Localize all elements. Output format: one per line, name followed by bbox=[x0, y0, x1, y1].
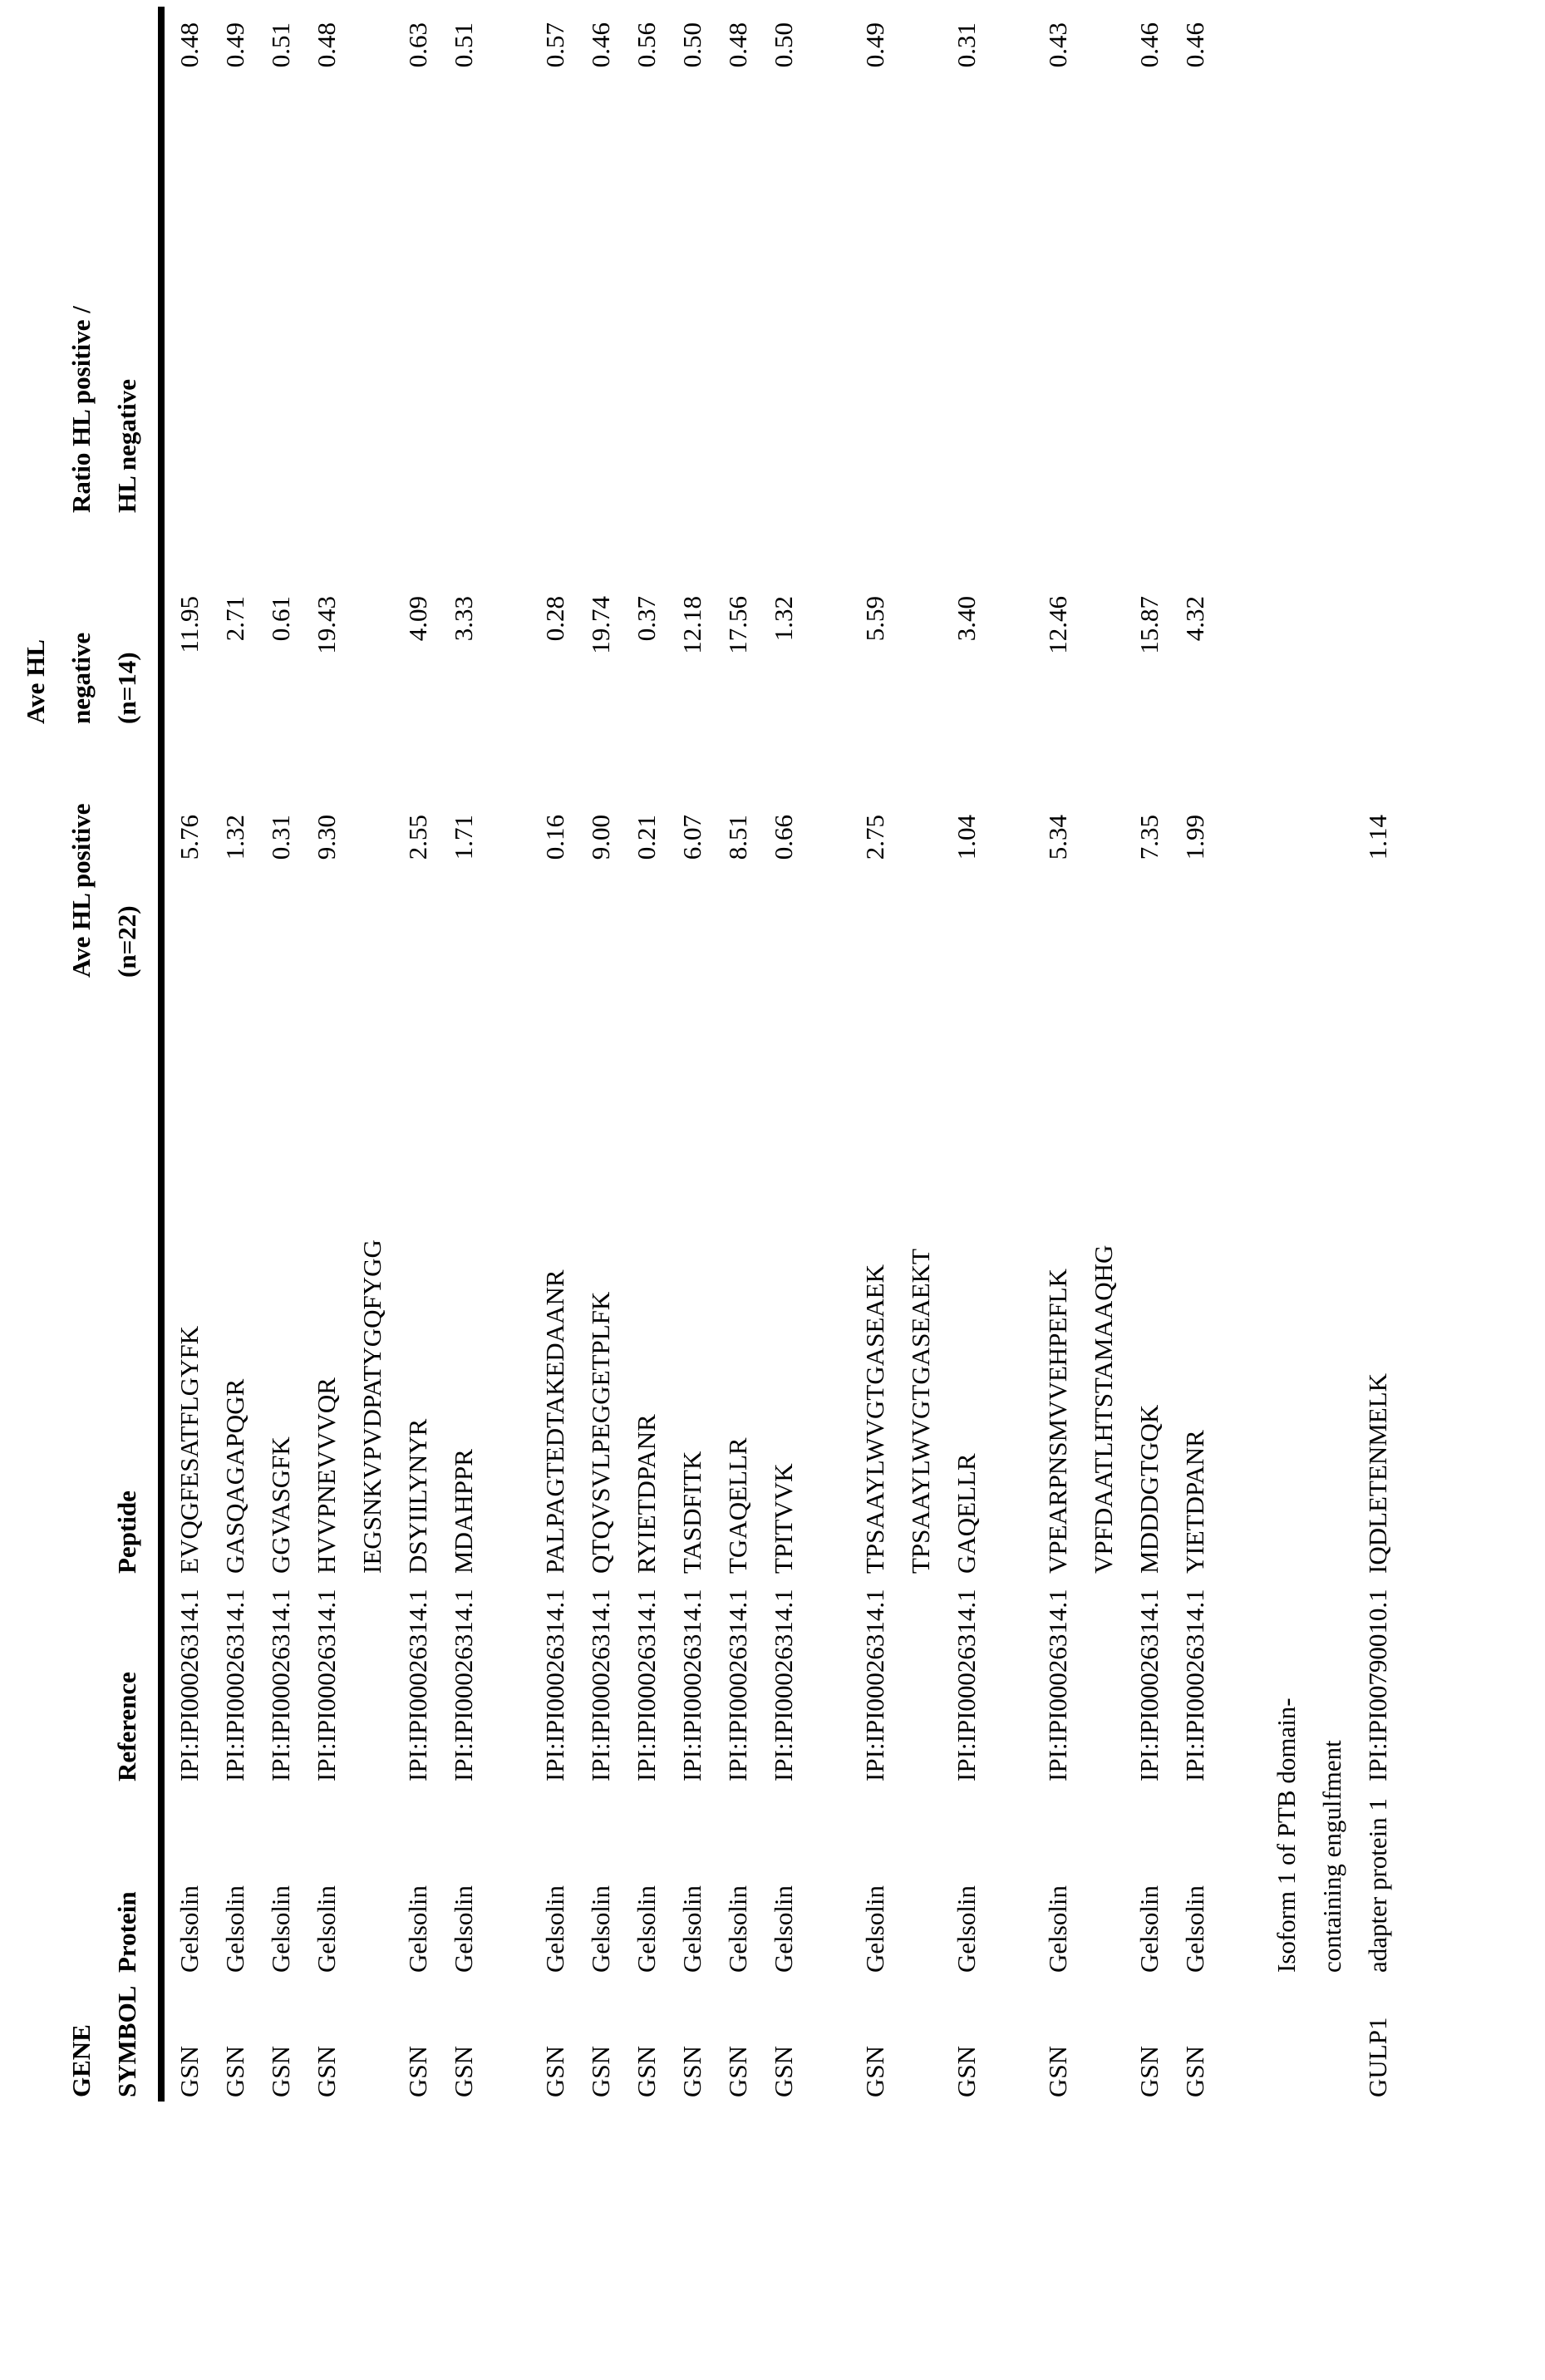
cell-line: Gelsolin bbox=[760, 1790, 806, 1973]
table-row bbox=[1263, 0, 1400, 2380]
table-row bbox=[852, 0, 898, 2380]
cell-line: Gelsolin bbox=[440, 1790, 486, 1973]
cell-gene bbox=[578, 1981, 623, 2097]
cell-line: MDAHPPR bbox=[440, 992, 486, 1574]
cell-reference bbox=[669, 1582, 715, 1781]
cell-reference bbox=[760, 1582, 806, 1781]
cell-line: IPI:IPI00026314.1 bbox=[303, 1582, 349, 1781]
table-row bbox=[440, 0, 486, 2380]
cell-gene bbox=[440, 1981, 486, 2097]
cell-gene bbox=[1080, 1981, 1172, 2097]
cell-gene bbox=[258, 1981, 303, 2097]
cell-peptide bbox=[212, 992, 258, 1574]
cell-ratio bbox=[760, 22, 806, 189]
cell-gene bbox=[532, 1981, 578, 2097]
cell-reference bbox=[623, 1582, 669, 1781]
header-protein: Protein bbox=[104, 1891, 150, 1973]
cell-line: GSN bbox=[943, 1981, 989, 2097]
cell-line: GSN bbox=[166, 1981, 212, 2097]
cell-line: GGVASGFK bbox=[258, 992, 303, 1574]
cell-line: 1.04 bbox=[943, 815, 989, 981]
cell-line: IPI:IPI00026314.1 bbox=[669, 1582, 715, 1781]
cell-line: GSN bbox=[623, 1981, 669, 2097]
cell-peptide bbox=[303, 992, 349, 1574]
cell-line: MDDDGTGQK bbox=[1126, 992, 1172, 1574]
cell-ave-neg bbox=[1172, 596, 1218, 762]
cell-ave-pos bbox=[303, 815, 349, 981]
cell-ave-neg bbox=[852, 596, 898, 762]
cell-line: 12.18 bbox=[669, 596, 715, 762]
cell-line: PALPAGTEDTAKEDAANR bbox=[532, 992, 578, 1574]
cell-ave-neg bbox=[669, 596, 715, 762]
cell-line: 0.50 bbox=[760, 22, 806, 189]
cell-line: Gelsolin bbox=[943, 1790, 989, 1973]
table-row bbox=[258, 0, 303, 2380]
cell-line: 0.31 bbox=[943, 22, 989, 189]
cell-line bbox=[1355, 596, 1400, 762]
cell-line: Gelsolin bbox=[715, 1790, 760, 1973]
cell-ave-pos bbox=[1035, 815, 1080, 981]
cell-ratio bbox=[166, 22, 212, 189]
cell-protein bbox=[760, 1790, 806, 1973]
cell-line: 4.09 bbox=[395, 596, 440, 762]
header-reference: Reference bbox=[104, 1672, 150, 1781]
cell-line: IPI:IPI00026314.1 bbox=[943, 1582, 989, 1781]
cell-line: IEGSNKVPVDPATYGQFYGG bbox=[349, 992, 395, 1574]
cell-ratio bbox=[303, 22, 349, 189]
cell-line: TASDFITK bbox=[669, 992, 715, 1574]
table-row bbox=[898, 0, 989, 2380]
cell-line: IPI:IPI00026314.1 bbox=[623, 1582, 669, 1781]
cell-line: IPI:IPI00026314.1 bbox=[578, 1582, 623, 1781]
cell-protein bbox=[532, 1790, 578, 1973]
cell-line: 2.55 bbox=[395, 815, 440, 981]
table-row bbox=[623, 0, 669, 2380]
cell-ratio bbox=[532, 22, 578, 189]
cell-line: Gelsolin bbox=[1126, 1790, 1172, 1973]
cell-line: 2.71 bbox=[212, 596, 258, 762]
cell-ave-neg bbox=[440, 596, 486, 762]
cell-ave-neg bbox=[1080, 596, 1172, 762]
cell-line: IPI:IPI00026314.1 bbox=[1172, 1582, 1218, 1781]
cell-line: 0.31 bbox=[258, 815, 303, 981]
cell-line: 11.95 bbox=[166, 596, 212, 762]
cell-protein bbox=[623, 1790, 669, 1973]
cell-protein bbox=[258, 1790, 303, 1973]
cell-protein bbox=[715, 1790, 760, 1973]
cell-line: 1.99 bbox=[1172, 815, 1218, 981]
cell-line: 0.61 bbox=[258, 596, 303, 762]
cell-ratio bbox=[212, 22, 258, 189]
table-row bbox=[166, 0, 212, 2380]
cell-ave-neg bbox=[166, 596, 212, 762]
cell-gene bbox=[760, 1981, 806, 2097]
cell-line: 0.37 bbox=[623, 596, 669, 762]
header-ave-neg-line3: (n=14) bbox=[104, 652, 150, 724]
cell-line: Gelsolin bbox=[212, 1790, 258, 1973]
cell-protein bbox=[440, 1790, 486, 1973]
header-ave-pos-line1: Ave HL positive bbox=[58, 803, 104, 978]
table-row bbox=[1080, 0, 1172, 2380]
cell-ratio bbox=[1080, 22, 1172, 189]
cell-line: GSN bbox=[532, 1981, 578, 2097]
cell-line: 8.51 bbox=[715, 815, 760, 981]
cell-reference bbox=[852, 1582, 898, 1781]
cell-line: 5.76 bbox=[166, 815, 212, 981]
cell-ratio bbox=[715, 22, 760, 189]
cell-line: GSN bbox=[440, 1981, 486, 2097]
cell-line: 0.46 bbox=[578, 22, 623, 189]
cell-protein bbox=[852, 1790, 898, 1973]
cell-line: GSN bbox=[578, 1981, 623, 2097]
cell-protein bbox=[166, 1790, 212, 1973]
cell-line: IPI:IPI00026314.1 bbox=[760, 1582, 806, 1781]
header-gene-symbol-line1: GENE bbox=[58, 2024, 104, 2097]
cell-gene bbox=[1263, 1981, 1400, 2097]
cell-line: 17.56 bbox=[715, 596, 760, 762]
rotated-table bbox=[0, 0, 1545, 2380]
cell-peptide bbox=[1263, 992, 1400, 1574]
cell-peptide bbox=[669, 992, 715, 1574]
cell-ratio bbox=[349, 22, 440, 189]
cell-ave-neg bbox=[1035, 596, 1080, 762]
header-ratio-line1: Ratio HL positive / bbox=[58, 306, 104, 513]
cell-reference bbox=[532, 1582, 578, 1781]
cell-ratio bbox=[578, 22, 623, 189]
cell-line: 7.35 bbox=[1126, 815, 1172, 981]
cell-gene bbox=[212, 1981, 258, 2097]
cell-peptide bbox=[578, 992, 623, 1574]
cell-ave-neg bbox=[349, 596, 440, 762]
cell-line: adapter protein 1 bbox=[1355, 1790, 1400, 1973]
cell-line: 12.46 bbox=[1035, 596, 1080, 762]
cell-line: TPITVVK bbox=[760, 992, 806, 1574]
cell-protein bbox=[578, 1790, 623, 1973]
cell-protein bbox=[1080, 1790, 1172, 1973]
cell-line: Gelsolin bbox=[303, 1790, 349, 1973]
cell-ave-pos bbox=[349, 815, 440, 981]
cell-ave-neg bbox=[715, 596, 760, 762]
cell-line: 0.51 bbox=[440, 22, 486, 189]
cell-ave-neg bbox=[258, 596, 303, 762]
cell-reference bbox=[715, 1582, 760, 1781]
table-row bbox=[303, 0, 349, 2380]
cell-protein bbox=[212, 1790, 258, 1973]
cell-line: Gelsolin bbox=[1172, 1790, 1218, 1973]
cell-line: 0.49 bbox=[852, 22, 898, 189]
cell-line: VPFDAATLHTSTAMAAQHG bbox=[1080, 992, 1126, 1574]
cell-ratio bbox=[440, 22, 486, 189]
cell-line: 19.43 bbox=[303, 596, 349, 762]
cell-line: GSN bbox=[852, 1981, 898, 2097]
cell-line: IPI:IPI00026314.1 bbox=[1126, 1582, 1172, 1781]
cell-ratio bbox=[669, 22, 715, 189]
cell-reference bbox=[166, 1582, 212, 1781]
cell-line: IPI:IPI00790010.1 bbox=[1355, 1582, 1400, 1781]
cell-line: TGAQELLR bbox=[715, 992, 760, 1574]
cell-gene bbox=[166, 1981, 212, 2097]
cell-line: 3.33 bbox=[440, 596, 486, 762]
cell-gene bbox=[303, 1981, 349, 2097]
cell-gene bbox=[623, 1981, 669, 2097]
header-ave-pos-line2: (n=22) bbox=[104, 905, 150, 978]
cell-ave-neg bbox=[760, 596, 806, 762]
cell-line: 3.40 bbox=[943, 596, 989, 762]
cell-line: HVVPNEVVVQR bbox=[303, 992, 349, 1574]
cell-reference bbox=[440, 1582, 486, 1781]
cell-ave-pos bbox=[852, 815, 898, 981]
cell-ave-neg bbox=[898, 596, 989, 762]
cell-reference bbox=[1080, 1582, 1172, 1781]
header-ratio-line2: HL negative bbox=[104, 379, 150, 513]
cell-gene bbox=[1172, 1981, 1218, 2097]
cell-ave-pos bbox=[578, 815, 623, 981]
table-row bbox=[715, 0, 760, 2380]
cell-peptide bbox=[532, 992, 578, 1574]
cell-line: 0.66 bbox=[760, 815, 806, 981]
cell-line: DSYIILYNYR bbox=[395, 992, 440, 1574]
cell-line: IPI:IPI00026314.1 bbox=[440, 1582, 486, 1781]
cell-line: 0.46 bbox=[1172, 22, 1218, 189]
cell-line: 0.43 bbox=[1035, 22, 1080, 189]
cell-ave-pos bbox=[1263, 815, 1400, 981]
cell-ratio bbox=[1263, 22, 1400, 189]
cell-reference bbox=[1035, 1582, 1080, 1781]
cell-reference bbox=[258, 1582, 303, 1781]
cell-peptide bbox=[1035, 992, 1080, 1574]
cell-protein bbox=[349, 1790, 440, 1973]
table-row bbox=[212, 0, 258, 2380]
cell-line: 2.75 bbox=[852, 815, 898, 981]
cell-ratio bbox=[1035, 22, 1080, 189]
cell-reference bbox=[349, 1582, 440, 1781]
cell-peptide bbox=[440, 992, 486, 1574]
cell-peptide bbox=[1172, 992, 1218, 1574]
cell-gene bbox=[852, 1981, 898, 2097]
cell-protein bbox=[1172, 1790, 1218, 1973]
cell-ave-neg bbox=[578, 596, 623, 762]
cell-line: 1.71 bbox=[440, 815, 486, 981]
cell-line: IPI:IPI00026314.1 bbox=[852, 1582, 898, 1781]
cell-line: Gelsolin bbox=[258, 1790, 303, 1973]
cell-line: 0.50 bbox=[669, 22, 715, 189]
cell-ratio bbox=[1172, 22, 1218, 189]
header-gene-symbol-line2: SYMBOL bbox=[104, 1986, 150, 2097]
cell-line: QTQVSVLPEGGETPLFK bbox=[578, 992, 623, 1574]
cell-line: Gelsolin bbox=[395, 1790, 440, 1973]
cell-gene bbox=[669, 1981, 715, 2097]
cell-ave-pos bbox=[440, 815, 486, 981]
cell-line: VPEARPNSMVVEHPEFLK bbox=[1035, 992, 1080, 1574]
cell-ratio bbox=[898, 22, 989, 189]
cell-line: Gelsolin bbox=[623, 1790, 669, 1973]
cell-gene bbox=[1035, 1981, 1080, 2097]
cell-ave-pos bbox=[532, 815, 578, 981]
cell-line: 9.00 bbox=[578, 815, 623, 981]
cell-protein bbox=[1263, 1790, 1400, 1973]
cell-reference bbox=[898, 1582, 989, 1781]
cell-line: Isoform 1 of PTB domain- bbox=[1263, 1790, 1309, 1973]
cell-peptide bbox=[898, 992, 989, 1574]
cell-peptide bbox=[623, 992, 669, 1574]
cell-line: 19.74 bbox=[578, 596, 623, 762]
header-ave-neg-line2: negative bbox=[58, 633, 104, 724]
cell-peptide bbox=[166, 992, 212, 1574]
cell-line: IPI:IPI00026314.1 bbox=[212, 1582, 258, 1781]
cell-line: IPI:IPI00026314.1 bbox=[715, 1582, 760, 1781]
header-rule bbox=[158, 7, 165, 2102]
cell-ave-neg bbox=[1263, 596, 1400, 762]
cell-ratio bbox=[852, 22, 898, 189]
cell-line: Gelsolin bbox=[166, 1790, 212, 1973]
cell-ave-pos bbox=[760, 815, 806, 981]
table-row bbox=[532, 0, 578, 2380]
cell-line: Gelsolin bbox=[1035, 1790, 1080, 1973]
cell-line: 0.56 bbox=[623, 22, 669, 189]
cell-peptide bbox=[715, 992, 760, 1574]
cell-ave-pos bbox=[1172, 815, 1218, 981]
table-row bbox=[578, 0, 623, 2380]
cell-line: GSN bbox=[715, 1981, 760, 2097]
cell-line: containing engulfment bbox=[1309, 1790, 1355, 1973]
cell-line: 4.32 bbox=[1172, 596, 1218, 762]
cell-line: 15.87 bbox=[1126, 596, 1172, 762]
cell-line: GASQAGAPQGR bbox=[212, 992, 258, 1574]
cell-line: GAQELLR bbox=[943, 992, 989, 1574]
cell-line: 0.49 bbox=[212, 22, 258, 189]
cell-peptide bbox=[258, 992, 303, 1574]
cell-line: 0.16 bbox=[532, 815, 578, 981]
cell-protein bbox=[898, 1790, 989, 1973]
cell-ave-pos bbox=[212, 815, 258, 981]
cell-line: IPI:IPI00026314.1 bbox=[1035, 1582, 1080, 1781]
cell-line: GULP1 bbox=[1355, 1981, 1400, 2097]
cell-line: Gelsolin bbox=[852, 1790, 898, 1973]
table-row bbox=[349, 0, 440, 2380]
cell-line: 5.34 bbox=[1035, 815, 1080, 981]
cell-ave-pos bbox=[623, 815, 669, 981]
cell-line: 0.63 bbox=[395, 22, 440, 189]
cell-line: 1.32 bbox=[760, 596, 806, 762]
cell-line: 0.21 bbox=[623, 815, 669, 981]
cell-ave-pos bbox=[715, 815, 760, 981]
cell-ave-pos bbox=[669, 815, 715, 981]
cell-ave-neg bbox=[623, 596, 669, 762]
cell-line: Gelsolin bbox=[669, 1790, 715, 1973]
cell-gene bbox=[349, 1981, 440, 2097]
cell-line: 0.46 bbox=[1126, 22, 1172, 189]
cell-line: IPI:IPI00026314.1 bbox=[258, 1582, 303, 1781]
cell-ratio bbox=[258, 22, 303, 189]
cell-line: GSN bbox=[1126, 1981, 1172, 2097]
cell-line: TPSAAYLWVGTGASEAEKT bbox=[898, 992, 943, 1574]
cell-line: 9.30 bbox=[303, 815, 349, 981]
cell-line: 0.51 bbox=[258, 22, 303, 189]
cell-line: 0.48 bbox=[303, 22, 349, 189]
cell-reference bbox=[303, 1582, 349, 1781]
cell-protein bbox=[669, 1790, 715, 1973]
cell-line: GSN bbox=[212, 1981, 258, 2097]
cell-line: Gelsolin bbox=[532, 1790, 578, 1973]
cell-line: TPSAAYLWVGTGASEAEK bbox=[852, 992, 898, 1574]
cell-line: 0.28 bbox=[532, 596, 578, 762]
cell-line: 0.48 bbox=[715, 22, 760, 189]
cell-line: Gelsolin bbox=[578, 1790, 623, 1973]
cell-line: GSN bbox=[1035, 1981, 1080, 2097]
cell-ave-pos bbox=[1080, 815, 1172, 981]
cell-line: YIETDPANR bbox=[1172, 992, 1218, 1574]
cell-line bbox=[1355, 22, 1400, 189]
cell-line: 6.07 bbox=[669, 815, 715, 981]
table-row bbox=[1035, 0, 1080, 2380]
cell-line: 1.32 bbox=[212, 815, 258, 981]
cell-line: 0.48 bbox=[166, 22, 212, 189]
cell-peptide bbox=[760, 992, 806, 1574]
cell-line: 1.14 bbox=[1355, 815, 1400, 981]
cell-ratio bbox=[623, 22, 669, 189]
header-ave-neg-line1: Ave HL bbox=[12, 639, 58, 724]
cell-line: IPI:IPI00026314.1 bbox=[532, 1582, 578, 1781]
cell-line: GSN bbox=[760, 1981, 806, 2097]
cell-peptide bbox=[1080, 992, 1172, 1574]
table-row bbox=[760, 0, 806, 2380]
cell-ave-pos bbox=[898, 815, 989, 981]
cell-line: GSN bbox=[669, 1981, 715, 2097]
cell-protein bbox=[303, 1790, 349, 1973]
cell-line: IPI:IPI00026314.1 bbox=[395, 1582, 440, 1781]
cell-ave-pos bbox=[258, 815, 303, 981]
cell-line: IPI:IPI00026314.1 bbox=[166, 1582, 212, 1781]
cell-line: 0.57 bbox=[532, 22, 578, 189]
table-row bbox=[669, 0, 715, 2380]
cell-line: EVQGFESATFLGYFK bbox=[166, 992, 212, 1574]
cell-ave-pos bbox=[166, 815, 212, 981]
cell-peptide bbox=[852, 992, 898, 1574]
cell-ave-neg bbox=[532, 596, 578, 762]
cell-line: RYIETDPANR bbox=[623, 992, 669, 1574]
cell-gene bbox=[715, 1981, 760, 2097]
cell-line: GSN bbox=[395, 1981, 440, 2097]
cell-reference bbox=[1172, 1582, 1218, 1781]
cell-line: 5.59 bbox=[852, 596, 898, 762]
cell-reference bbox=[578, 1582, 623, 1781]
cell-line: IQDLETENMELK bbox=[1355, 992, 1400, 1574]
cell-line: GSN bbox=[303, 1981, 349, 2097]
cell-reference bbox=[1263, 1582, 1400, 1781]
cell-line: GSN bbox=[258, 1981, 303, 2097]
cell-line: GSN bbox=[1172, 1981, 1218, 2097]
cell-gene bbox=[898, 1981, 989, 2097]
header-peptide: Peptide bbox=[104, 1491, 150, 1574]
cell-reference bbox=[212, 1582, 258, 1781]
cell-ave-neg bbox=[212, 596, 258, 762]
table-row bbox=[1172, 0, 1218, 2380]
cell-ave-neg bbox=[303, 596, 349, 762]
cell-protein bbox=[1035, 1790, 1080, 1973]
cell-peptide bbox=[349, 992, 440, 1574]
